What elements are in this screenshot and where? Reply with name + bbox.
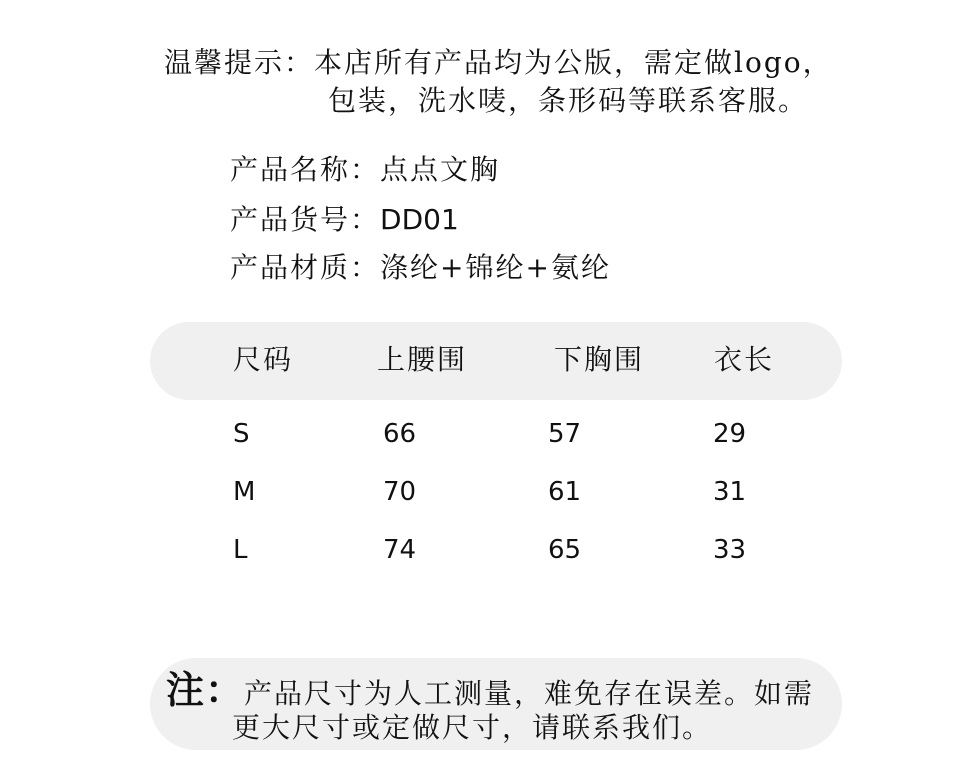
product-material-value: 涤纶+锦纶+氨纶 — [380, 251, 611, 284]
size-row-s-underbust: 57 — [548, 419, 582, 449]
size-row-l-waist: 74 — [383, 535, 417, 565]
product-name-value: 点点文胸 — [380, 153, 501, 186]
size-row-l-underbust: 65 — [548, 535, 582, 565]
size-header-length: 衣长 — [714, 343, 775, 376]
note-line-2: 更大尺寸或定做尺寸，请联系我们。 — [232, 711, 713, 744]
note-text-1: 产品尺寸为人工测量，难免存在误差。如需 — [244, 677, 815, 710]
product-material-label: 产品材质： — [230, 251, 381, 284]
product-code-label: 产品货号： — [230, 203, 381, 236]
size-header-size: 尺码 — [233, 343, 294, 376]
product-code-value: DD01 — [380, 203, 459, 236]
notice-line-2: 包装，洗水唛，条形码等联系客服。 — [328, 84, 809, 117]
product-name-label: 产品名称： — [230, 153, 381, 186]
product-code-row — [230, 200, 459, 240]
size-row-m-size: M — [233, 477, 256, 507]
size-row-m-waist: 70 — [383, 477, 417, 507]
size-header-underbust: 下胸围 — [554, 343, 645, 376]
size-row-m-underbust: 61 — [548, 477, 582, 507]
size-row-s-waist: 66 — [383, 419, 417, 449]
product-name-row — [230, 150, 500, 190]
notice-block — [0, 0, 971, 130]
product-material-row — [230, 248, 611, 288]
size-row-s-size: S — [233, 419, 250, 449]
size-row-l-size: L — [233, 535, 248, 565]
notice-line-1: 温馨提示：本店所有产品均为公版，需定做logo， — [164, 46, 833, 79]
note-prefix: 注： — [166, 667, 245, 712]
size-header-waist: 上腰围 — [377, 343, 468, 376]
size-row-s-length: 29 — [713, 419, 747, 449]
size-row-l-length: 33 — [713, 535, 747, 565]
size-row-m-length: 31 — [713, 477, 747, 507]
